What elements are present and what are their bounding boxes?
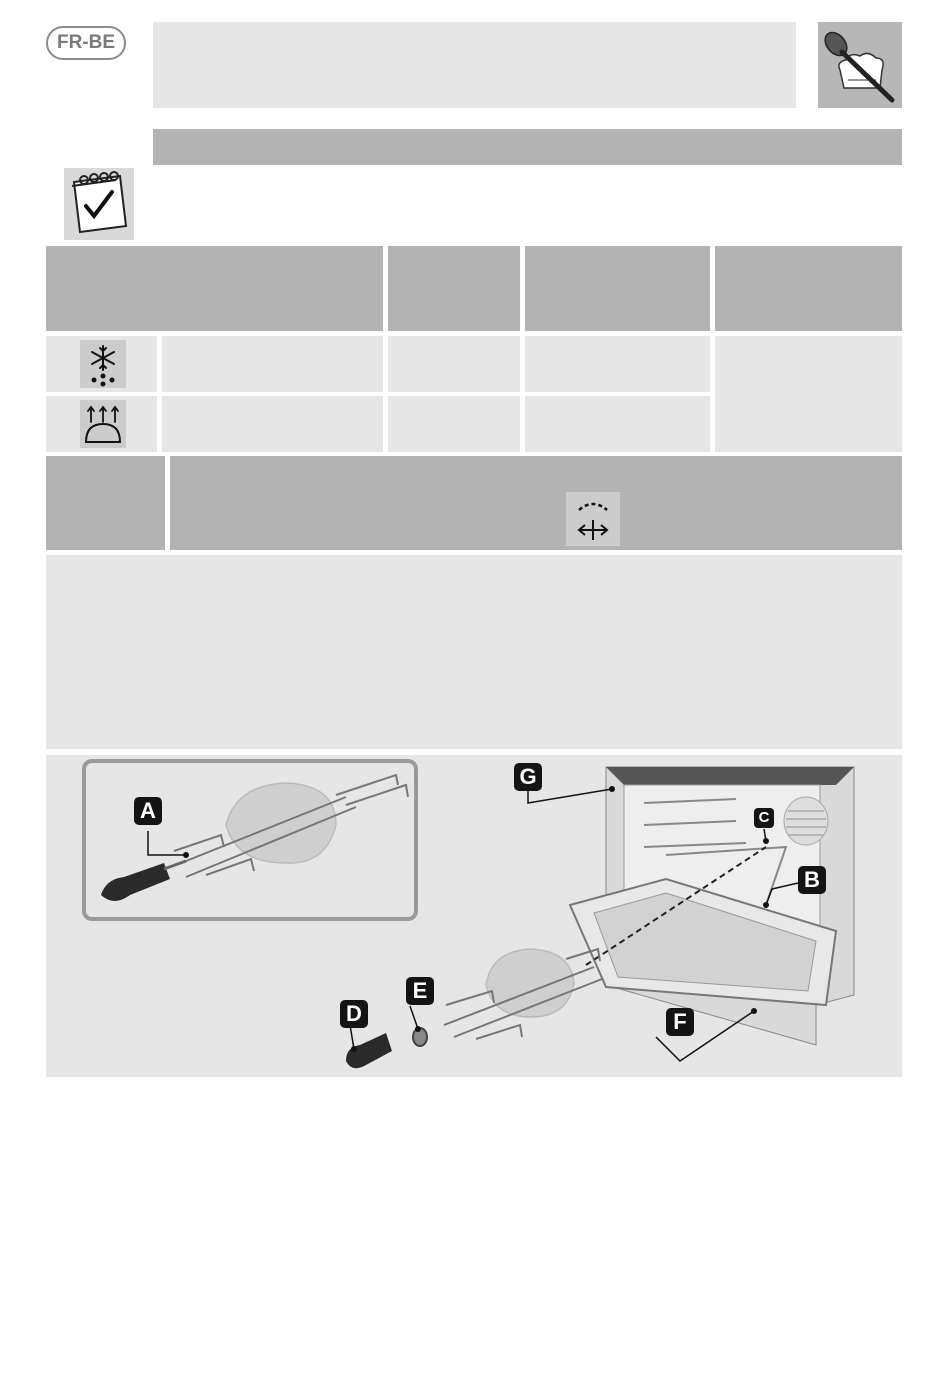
callout-d: D	[340, 1000, 368, 1028]
table-header-cell-4	[715, 246, 902, 331]
header-title-box	[153, 22, 796, 108]
callout-f: F	[666, 1008, 694, 1036]
table-row-1-cell-2	[162, 336, 383, 392]
table-row-1-cell-4	[525, 336, 710, 392]
rotisserie-description-box	[170, 456, 902, 550]
spoon-chef-hat-icon	[818, 22, 902, 108]
table-header-cell-3	[525, 246, 710, 331]
language-badge: FR-BE	[46, 26, 126, 60]
table-header-cell-1	[46, 246, 383, 331]
rotisserie-illustration	[46, 755, 902, 1077]
table-header-cell-2	[388, 246, 520, 331]
callout-c: C	[754, 808, 774, 828]
proving-dome-icon	[80, 400, 126, 448]
table-merged-cell	[715, 336, 902, 452]
table-row-2-cell-2	[162, 396, 383, 452]
table-row-1-cell-3	[388, 336, 520, 392]
table-row-1-icon-cell	[46, 336, 157, 392]
table-row-2-cell-3	[388, 396, 520, 452]
instructions-text-block	[46, 555, 902, 749]
notepad-check-icon	[64, 168, 134, 240]
section-title-bar	[153, 129, 902, 165]
callout-e: E	[406, 977, 434, 1005]
callout-b: B	[798, 866, 826, 894]
table-row-2-icon-cell	[46, 396, 157, 452]
table-row-2-cell-4	[525, 396, 710, 452]
rotisserie-dial-icon	[566, 492, 620, 546]
callout-a: A	[134, 797, 162, 825]
defrost-snowflake-icon	[80, 340, 126, 388]
rotisserie-side-label	[46, 456, 165, 550]
callout-g: G	[514, 763, 542, 791]
